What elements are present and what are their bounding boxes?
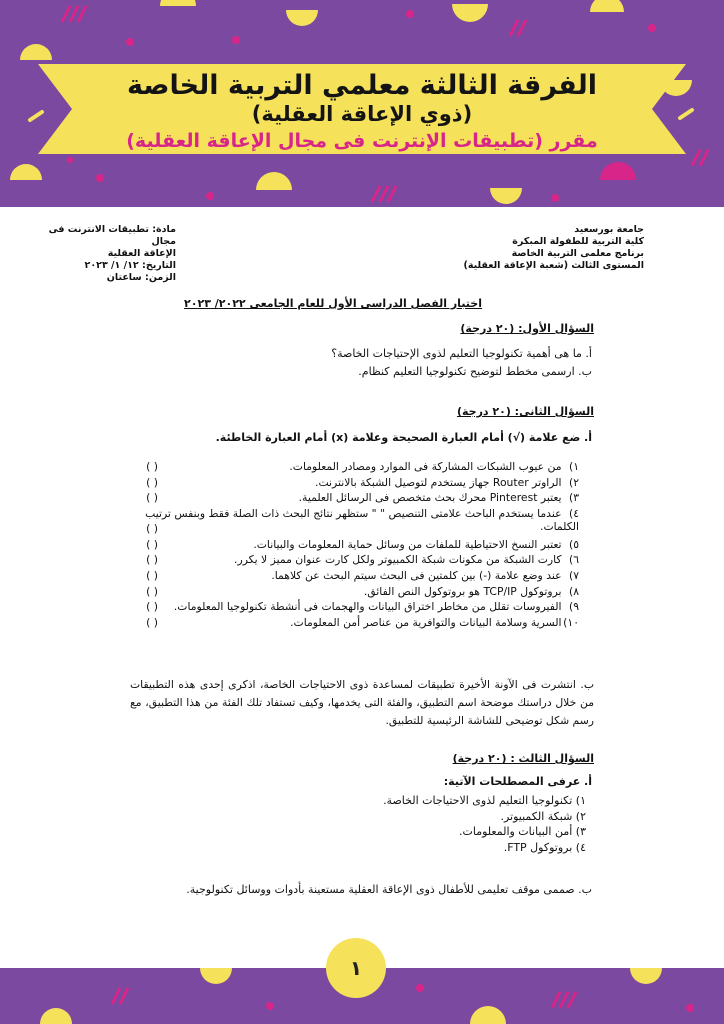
term-item: ٢) شبكة الكمبيوتر.	[500, 809, 586, 823]
item-text: الفيروسات تقلل من مخاطر اختراق البيانات والهجمات فى أنشطة تكنولوجيا المعلومات.	[173, 600, 562, 614]
university-info	[424, 224, 644, 272]
question-3a: أ. عرفى المصطلحات الآتية:	[443, 775, 592, 788]
terms-list	[286, 793, 586, 855]
item-text: يعتبر Pinterest محرك بحث متخصص فى الرسائل العلمية.	[298, 491, 562, 505]
item-number: ٥)	[568, 537, 579, 551]
item-text: السرية وسلامة البيانات والتوافرية من عناصر أمن المعلومات.	[290, 615, 562, 629]
item-text: كارت الشبكة من مكونات شبكة الكمبيوتر ولكل كارت عنوان مميز لا يكرر.	[234, 553, 562, 567]
list-item	[129, 616, 579, 632]
item-text: بروتوكول TCP/IP هو بروتوكول النص الفائق.	[363, 584, 562, 598]
question-3-heading-text: السؤال الثالث : (٢٠ درجة)	[452, 752, 594, 765]
list-item	[129, 585, 579, 601]
university-name: جامعة بورسعيد	[574, 224, 644, 235]
exam-title: اختبار الفصل الدراسى الأول للعام الجامعى ٢٠٢٢/ ٢٠٢٣	[184, 297, 482, 310]
list-item	[129, 553, 579, 569]
true-false-list	[129, 460, 579, 631]
item-number: ٧)	[568, 568, 579, 582]
list-item	[129, 569, 579, 585]
term-item: ٣) أمن البيانات والمعلومات.	[459, 825, 586, 838]
program-name: برنامج معلمى التربية الخاصة	[511, 248, 644, 259]
answer-blank: ( )	[146, 615, 158, 629]
answer-blank: ( )	[146, 568, 158, 582]
level-name: المستوى الثالث (شعبة الإعاقة العقلية)	[463, 260, 644, 271]
faculty-name: كلية التربية للطفولة المبكرة	[512, 236, 644, 247]
exam-document	[0, 207, 724, 968]
question-3b: ب. صممى موقف تعليمى للأطفال ذوى الإعاقة العقلية مستعينة بأدوات ووسائل تكنولوجية.	[186, 883, 592, 896]
question-1a: أ. ما هى أهمية تكنولوجيا التعليم لذوى الإحتياجات الخاصة؟	[331, 347, 592, 360]
list-item	[129, 600, 579, 616]
item-text: عند وضع علامة (-) بين كلمتين فى البحث سيتم البحث عن كلاهما.	[271, 568, 562, 582]
answer-blank: ( )	[146, 460, 158, 473]
course-title: مقرر (تطبيقات الإنترنت فى مجال الإعاقة العقلية)	[126, 130, 598, 152]
question-3-heading	[453, 752, 594, 765]
question-1-heading-text: السؤال الأول: (٢٠ درجة)	[460, 322, 594, 335]
answer-blank: ( )	[146, 553, 158, 567]
answer-blank: ( )	[146, 491, 158, 505]
term-item: ١) تكنولوجيا التعليم لذوى الاحتياجات الخاصة.	[383, 794, 586, 807]
list-item	[129, 460, 579, 476]
item-text: تعتبر النسخ الاحتياطية للملفات من وسائل حماية المعلومات والبيانات.	[253, 537, 562, 551]
item-number: ٨)	[568, 584, 579, 598]
item-text: الراوتر Router جهاز يستخدم لتوصيل الشبكة بالانترنت.	[315, 475, 562, 489]
title-line-2: (ذوي الإعاقة العقلية)	[251, 102, 473, 126]
header-banner	[0, 0, 724, 207]
list-item	[129, 538, 579, 554]
answer-blank: ( )	[146, 475, 158, 489]
item-number: ١٠)	[563, 615, 579, 629]
course-info	[36, 224, 176, 284]
term-item: ٤) بروتوكول FTP.	[503, 840, 586, 854]
question-1b: ب. ارسمى مخطط لتوضيح تكنولوجيا التعليم كنظام.	[358, 365, 592, 378]
item-text: عندما يستخدم الباحث علامتى التنصيص " " ستظهر نتائج البحث ذات الصلة فقط وبنفس ترتيب الكلمات.	[145, 506, 579, 533]
subject-label: مادة: تطبيقات الانترنت فى مجال	[48, 224, 176, 247]
answer-blank: ( )	[146, 584, 158, 598]
page-number: ١	[326, 938, 386, 998]
title-line-1: الفرقة الثالثة معلمي التربية الخاصة	[127, 70, 597, 101]
item-number: ٢)	[568, 475, 579, 489]
answer-blank: ( )	[146, 537, 158, 551]
item-number: ٦)	[568, 553, 579, 567]
list-item	[129, 476, 579, 492]
question-2-instruction: أ. ضع علامة (√) أمام العبارة الصحيحة وعلامة (x) أمام العبارة الخاطئة.	[215, 431, 592, 444]
question-1-heading	[460, 322, 594, 335]
item-number: ٩)	[568, 600, 579, 614]
question-2-heading-text: السؤال الثانى: (٢٠ درجة)	[456, 405, 594, 418]
exam-duration: الزمن: ساعتان	[106, 272, 176, 283]
question-2b: ب. انتشرت فى الآونة الأخيرة تطبيقات لمساعدة ذوى الاحتياجات الخاصة، اذكرى إحدى هذه التطبيقات من خلال دراستك موضحة اسم التطبيق، والفئة التى يخدمها، وكيف تستفاد تلك الفئة من هذا التطبيق، مع رسم شكل توضيحى للشاشة الرئيسية للتطبيق.	[130, 678, 594, 727]
item-number: ١)	[568, 460, 579, 473]
item-number: ٣)	[568, 491, 579, 505]
exam-date: التاريخ: ١٢/ ١/ ٢٠٢٣	[84, 260, 176, 271]
list-item	[129, 491, 579, 507]
item-text: من عيوب الشبكات المشاركة فى الموارد ومصادر المعلومات.	[289, 460, 562, 473]
question-2-heading	[457, 405, 594, 418]
subject-label-cont: الإعاقة العقلية	[107, 248, 176, 259]
answer-blank: ( )	[146, 600, 158, 614]
item-number: ٤)	[568, 506, 579, 520]
answer-blank: ( )	[146, 521, 158, 535]
list-item	[129, 507, 579, 538]
